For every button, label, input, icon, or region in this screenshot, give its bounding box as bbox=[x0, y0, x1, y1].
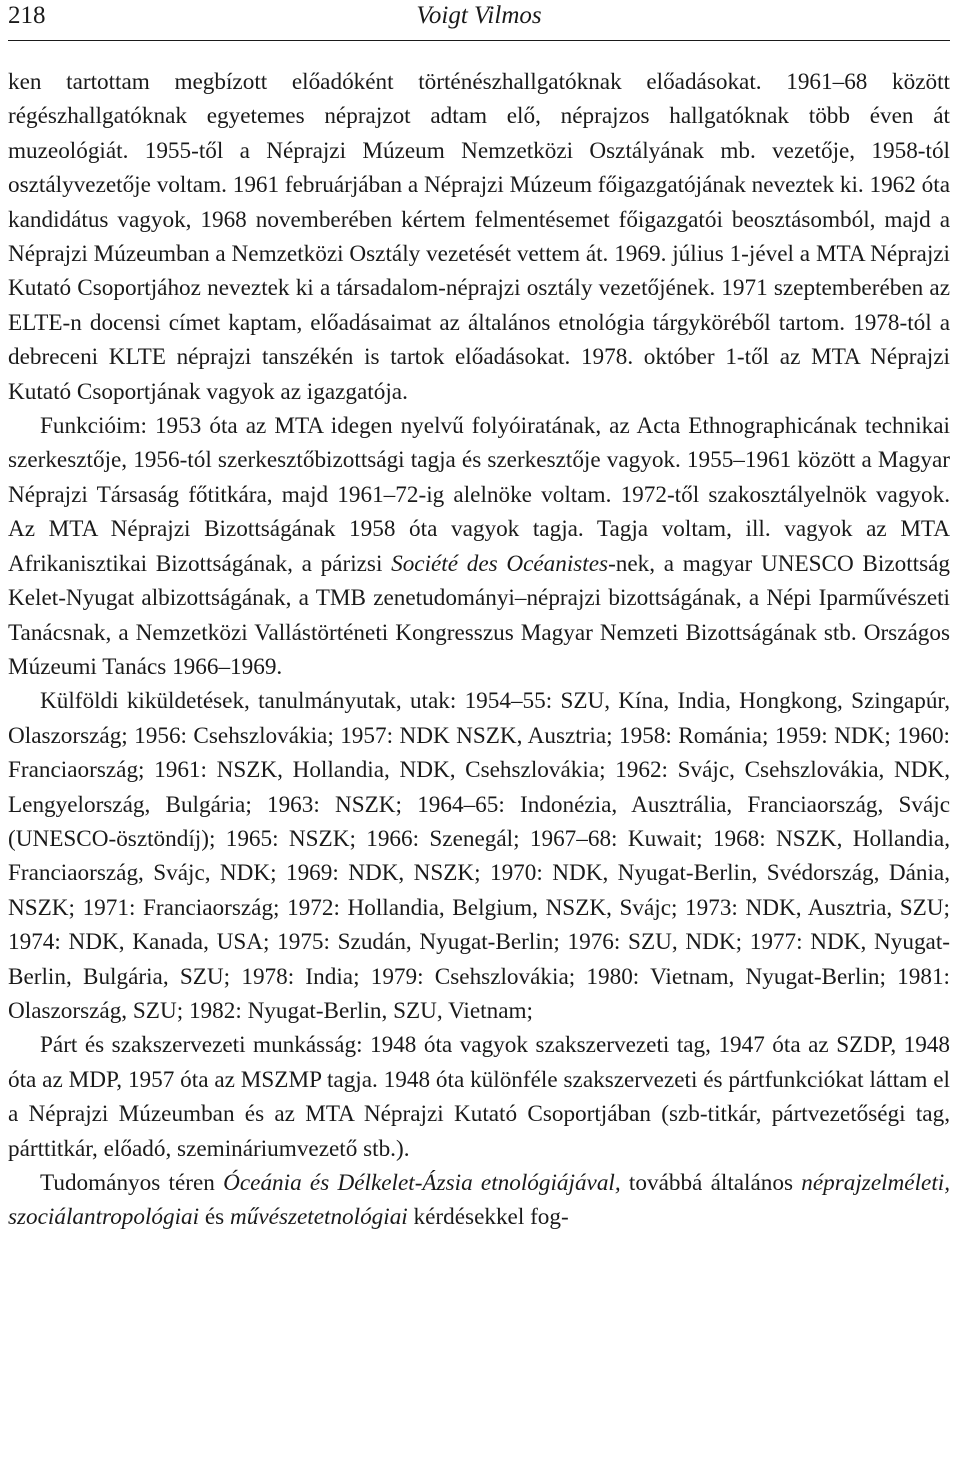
italic-text-segment: Óceánia és Délkelet-Ázsia etnológiájával, bbox=[223, 1170, 621, 1196]
italic-text-segment: néprajzelméleti, szociálantropológiai bbox=[8, 1170, 950, 1231]
text-segment: Funkcióim: 1953 óta az MTA idegen nyelvű folyóiratának, az Acta Ethnographicának technikai szerkesztője, 1956-tól szerkesztőbizottsági tagja és szerkesztője vagyok. 1955–1961 között a Magyar Néprajzi Társaság főtitkára, majd 1961–72-ig alelnöke voltam. 1972-től szakosztályelnök vagyok. Az MTA Néprajzi Bizottságának 1958 óta vagyok tagja. Tagja voltam, ill. vagyok az MTA Afrikanisztikai Bizottságának, a párizsi bbox=[8, 413, 950, 577]
body-text bbox=[8, 65, 950, 1235]
paragraph bbox=[8, 684, 950, 1028]
text-segment: és bbox=[199, 1204, 231, 1231]
text-segment: Tudományos téren bbox=[40, 1170, 224, 1196]
text-segment: ken tartottam megbízott előadóként történészhallgatóknak előadásokat. 1961–68 között régészhallgatóknak egyetemes néprajzot adtam elő, néprajzos hallgatóknak több éven át muzeológiát. 1955-től a Néprajzi Múzeum Nemzetközi Osztályának mb. vezetője, 1958-tól osztályvezetője voltam. 1961 februárjában a Néprajzi Múzeum főigazgatójának neveztek ki. 1962 óta kandidátus vagyok, 1968 novemberében kértem felmentésemet főigazgatói beosztásomból, majd a Néprajzi Múzeumban a Nemzetközi Osztály vezetését vettem át. 1969. július 1-jével a MTA Néprajzi Kutató Csoportjához neveztek ki a társadalom-néprajzi osztály vezetőjének. 1971 szeptemberében az ELTE-n docensi címet kaptam, előadásaimat az általános etnológia tárgyköréből tartom. 1978-tól a debreceni KLTE néprajzi tanszékén is tartok előadásokat. 1978. október 1-től az MTA Néprajzi Kutató Csoportjának vagyok az igazgatója. bbox=[8, 69, 950, 405]
paragraph bbox=[8, 409, 950, 684]
text-segment: kérdésekkel fog- bbox=[407, 1204, 569, 1231]
italic-text-segment: művészetetnológiai bbox=[230, 1204, 408, 1231]
page-number: 218 bbox=[8, 2, 46, 29]
paragraph bbox=[8, 65, 950, 409]
text-segment: továbbá általános bbox=[620, 1170, 802, 1196]
running-title: Voigt Vilmos bbox=[416, 2, 542, 29]
italic-text-segment: Société des Océanistes bbox=[391, 550, 609, 577]
running-head bbox=[8, 0, 950, 41]
text-segment: -nek, a magyar UNESCO Bizottság Kelet-Nyugat albizottságának, a TMB zenetudományi–néprajzi bizottságának, a Népi Iparművészeti Tanácsnak, a Nemzetközi Vallástörténeti Kongresszus Magyar Nemzeti Bizottságának stb. Országos Múzeumi Tanács 1966–1969. bbox=[8, 550, 950, 680]
text-segment: Párt és szakszervezeti munkásság: 1948 óta vagyok szakszervezeti tag, 1947 óta az SZDP, 1948 óta az MDP, 1957 óta az MSZMP tagja. 1948 óta különféle szakszervezeti és pártfunkciókat láttam el a Néprajzi Múzeumban és az MTA Néprajzi Kutató Csoportjában (szb-titkár, pártvezetőségi tag, párttitkár, előadó, szemináriumvezető stb.). bbox=[8, 1032, 950, 1162]
text-segment: Külföldi kiküldetések, tanulmányutak, utak: 1954–55: SZU, Kína, India, Hongkong, Szingapúr, Olaszország; 1956: Csehszlovákia; 1957: NDK NSZK, Ausztria; 1958: Románia; 1959: NDK; 1960: Franciaország; 1961: NSZK, Hollandia, NDK, Csehszlovákia; 1962: Svájc, Csehszlovákia, NDK, Lengyelország, Bulgária; 1963: NSZK; 1964–65: Indonézia, Ausztrália, Franciaország, Svájc (UNESCO-ösztöndíj); 1965: NSZK; 1966: Szenegál; 1967–68: Kuwait; 1968: NSZK, Hollandia, Franciaország, Svájc, NDK; 1969: NDK, NSZK; 1970: NDK, Nyugat-Berlin, Svédország, Dánia, NSZK; 1971: Franciaország; 1972: Hollandia, Belgium, NSZK, Svájc; 1973: NDK, Ausztria, SZU; 1974: NDK, Kanada, USA; 1975: Szudán, Nyugat-Berlin; 1976: SZU, NDK; 1977: NDK, Nyugat-Berlin, Bulgária, SZU; 1978: India; 1979: Csehszlovákia; 1980: Vietnam, Nyugat-Berlin; 1981: Olaszország, SZU; 1982: Nyugat-Berlin, SZU, Vietnam; bbox=[8, 688, 950, 1024]
paragraph bbox=[8, 1028, 950, 1166]
paragraph bbox=[8, 1166, 950, 1235]
